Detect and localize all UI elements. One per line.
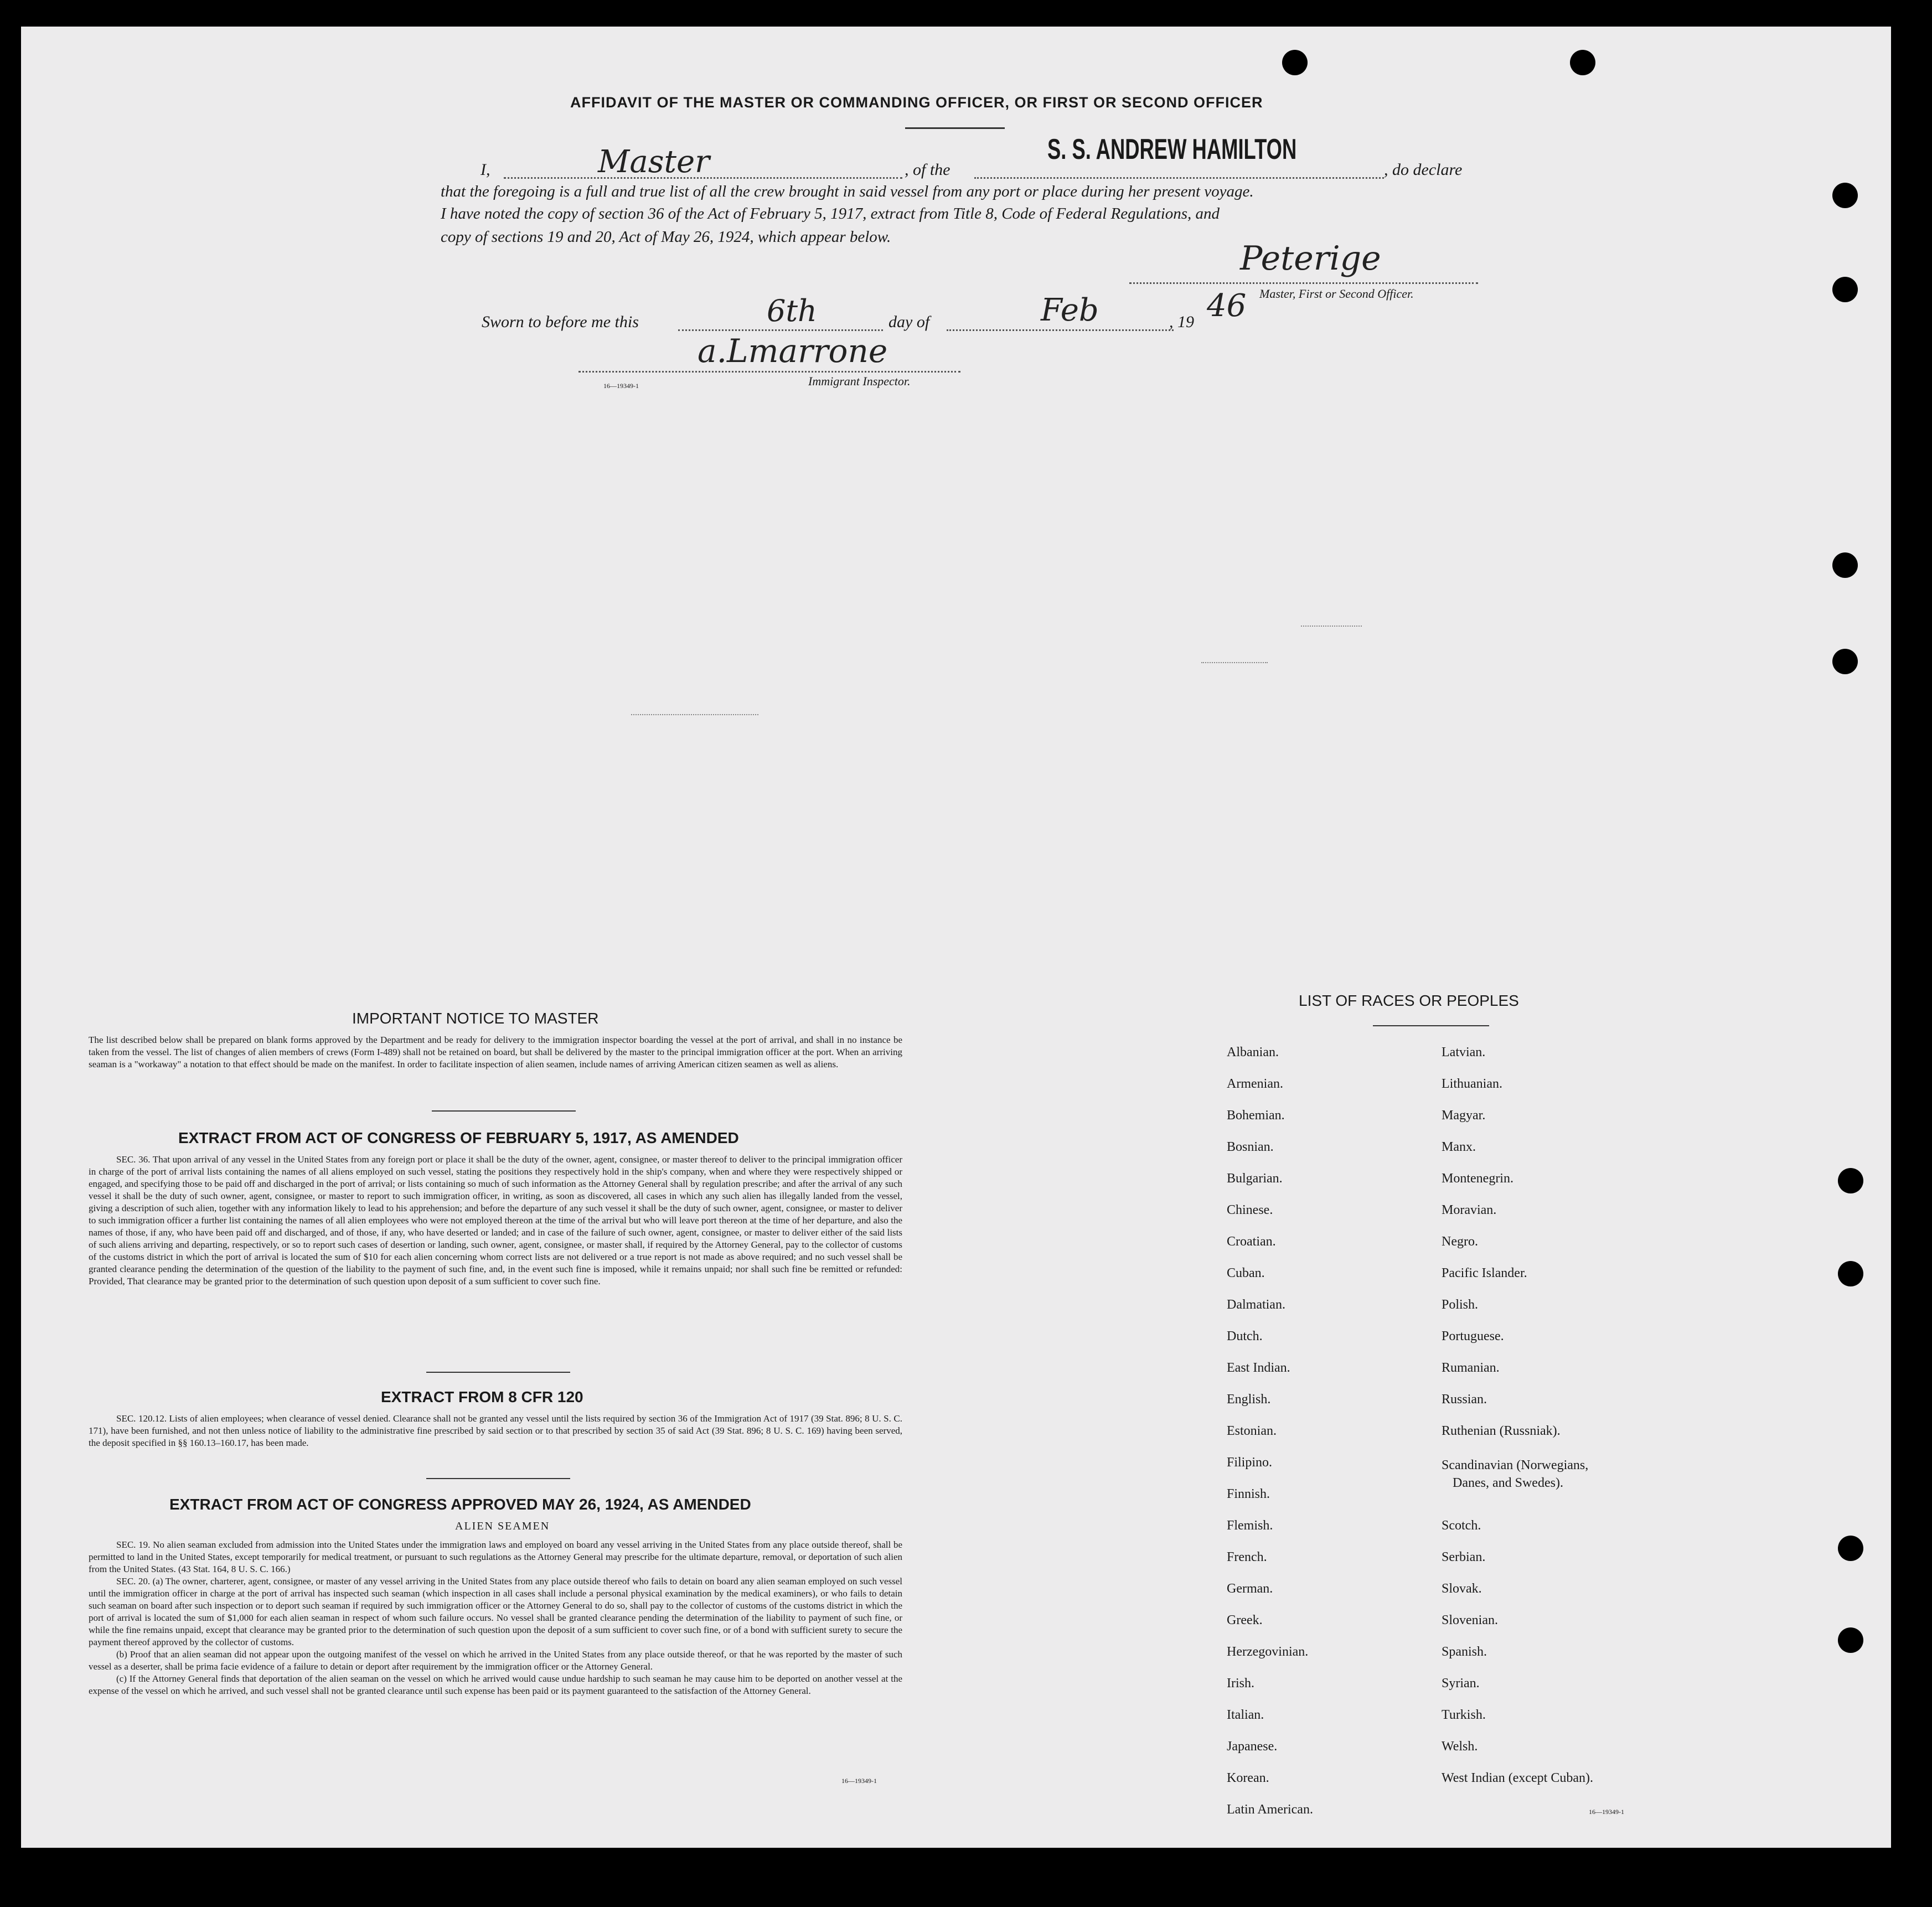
race-item: Dalmatian. [1227,1298,1285,1312]
do-declare-label: , do declare [1384,161,1463,179]
race-item: Bulgarian. [1227,1171,1283,1186]
binder-hole [1832,552,1858,578]
race-item: Filipino. [1227,1455,1273,1470]
race-item: Latin American. [1227,1802,1313,1817]
extract-1917-heading: EXTRACT FROM ACT OF CONGRESS OF FEBRUARY 5, 1917, AS AMENDED [178,1129,739,1146]
officer-signature-line [1129,282,1478,284]
race-item: Bosnian. [1227,1140,1274,1154]
binder-hole [1832,277,1858,302]
sworn-day-line [678,329,883,331]
extract-cfr-body: SEC. 120.12. Lists of alien employees; when clearance of vessel denied. Clearance shall not be granted any vessel until the lists required by section 36 of the Immigration Act of 1917 (39 Stat. 896; 8 U. S. C. 171), have been furnished, and not then unless notice of liability to the administrative fine prescribed by said section or to that prescribed by section 35 of said Act (39 Stat. 896; 8 U. S. C. 169) having been served, the deposit specified in §§ 160.13–160.17, has been made. [89,1413,902,1448]
race-item: Scotch. [1442,1518,1481,1533]
section-rule [432,1110,576,1112]
extract-form-number: 16—19349-1 [841,1777,877,1785]
year-prefix: , 19 [1169,313,1194,331]
declaration-line-3: copy of sections 19 and 20, Act of May 26, 1924, which appear below. [441,228,891,246]
binder-hole [1838,1536,1863,1561]
race-item: Russian. [1442,1392,1487,1407]
sworn-year: 46 [1207,288,1247,324]
race-item: Serbian. [1442,1550,1486,1564]
race-item: Japanese. [1227,1739,1278,1754]
race-item: French. [1227,1550,1267,1564]
race-item: Polish. [1442,1298,1479,1312]
races-rule [1373,1025,1489,1026]
binder-hole [1832,649,1858,674]
sec19-body: SEC. 19. No alien seaman excluded from admission into the United States under the immigration laws and employed on board any vessel arriving in the United States from any place outside thereof, shall be permitted to land in the United States, except temporarily for medical treatment, or pursuant to such regulations as the Attorney General may prescribe for the ultimate departure, removal, or deportation of such alien from the United States. (43 Stat. 164, 8 U. S. C. 166.) [89,1539,902,1574]
sworn-label: Sworn to before me this [482,313,639,331]
binder-hole [1838,1627,1863,1653]
race-item: Negro. [1442,1234,1478,1249]
race-item: Chinese. [1227,1203,1273,1217]
race-item: Herzegovinian. [1227,1645,1309,1659]
race-item: Welsh. [1442,1739,1478,1754]
race-item: Portuguese. [1442,1329,1504,1343]
binder-hole [1832,183,1858,208]
extract-1924-heading: EXTRACT FROM ACT OF CONGRESS APPROVED MAY 26, 1924, AS AMENDED [169,1496,751,1513]
race-item: Spanish. [1442,1645,1487,1659]
race-item: Moravian. [1442,1203,1497,1217]
race-item: German. [1227,1582,1273,1596]
affidavit-heading: AFFIDAVIT OF THE MASTER OR COMMANDING OFFICER, OR FIRST OR SECOND OFFICER [570,94,1263,111]
sworn-day: 6th [767,293,817,328]
of-the-label: , of the [905,161,950,179]
heading-rule [905,127,1005,129]
binder-hole [1570,50,1595,75]
inspector-caption: Immigrant Inspector. [808,374,911,388]
race-item: West Indian (except Cuban). [1442,1771,1593,1785]
race-item: Turkish. [1442,1708,1486,1722]
vessel-name: S. S. ANDREW HAMILTON [1047,133,1297,166]
race-item: Latvian. [1442,1045,1486,1060]
declaration-line-1: that the foregoing is a full and true list of all the crew brought in said vessel from any port or place during her present voyage. [441,183,1254,200]
race-item: Dutch. [1227,1329,1263,1343]
race-item: Greek. [1227,1613,1263,1627]
scan-mark [631,714,758,715]
inspector-signature: a.Lmarrone [698,332,888,370]
officer-signature: Peterige [1240,239,1381,278]
notice-body-block [89,1034,902,1071]
race-item: Albanian. [1227,1045,1279,1060]
declarant-name: Master [598,144,710,180]
races-form-number: 16—19349-1 [1589,1808,1624,1816]
race-item: Armenian. [1227,1077,1283,1091]
race-item: Finnish. [1227,1487,1270,1501]
extract-1924-block [89,1539,902,1697]
race-item: Scandinavian (Norwegians, [1442,1458,1589,1472]
race-item: Montenegrin. [1442,1171,1513,1186]
race-item: Italian. [1227,1708,1264,1722]
day-of-label: day of [888,313,930,331]
extract-cfr-block [89,1413,902,1449]
declaration-line-2: I have noted the copy of section 36 of the Act of February 5, 1917, extract from Title 8, Code of Federal Regulations, and [441,205,1220,223]
race-item: Bohemian. [1227,1108,1285,1123]
binder-hole [1838,1168,1863,1193]
sworn-month-line [947,329,1174,331]
race-item: Korean. [1227,1771,1269,1785]
race-item: Pacific Islander. [1442,1266,1527,1280]
scan-mark [1301,626,1362,627]
race-item: English. [1227,1392,1271,1407]
lead-i: I, [481,161,490,179]
race-item: Rumanian. [1442,1361,1500,1375]
race-item: Ruthenian (Russniak). [1442,1424,1561,1438]
section-rule [426,1478,570,1479]
race-item: Cuban. [1227,1266,1265,1280]
officer-caption: Master, First or Second Officer. [1259,287,1414,301]
sec20c-body: (c) If the Attorney General finds that deportation of the alien seaman on the vessel on which he arrived would cause undue hardship to such seaman he may cause him to be deported on another vessel at the expense of the vessel on which he arrived, and such vessel shall not be granted clearance until such expense has been paid or its payment guaranteed to the satisfaction of the Attorney General. [89,1673,902,1696]
race-item: Estonian. [1227,1424,1277,1438]
race-item: Slovenian. [1442,1613,1498,1627]
scan-mark [1201,662,1268,663]
race-item: Syrian. [1442,1676,1480,1691]
race-item: Danes, and Swedes). [1453,1476,1563,1490]
sworn-month: Feb [1041,292,1099,328]
race-item: East Indian. [1227,1361,1290,1375]
race-item: Slovak. [1442,1582,1482,1596]
binder-hole [1838,1261,1863,1286]
notice-heading: IMPORTANT NOTICE TO MASTER [352,1010,599,1027]
inspector-signature-line [578,371,960,373]
race-item: Flemish. [1227,1518,1273,1533]
races-heading: LIST OF RACES OR PEOPLES [1299,992,1519,1009]
race-item: Lithuanian. [1442,1077,1502,1091]
notice-body: The list described below shall be prepared on blank forms approved by the Department and be ready for delivery to the immigration inspector boarding the vessel at the port of arrival, and shall in no instance be taken from the vessel. The list of changes of alien members of crews (Form I-489) shall not be retained on board, but shall be delivered by the master to the principal immigration officer at the port. When an arriving seaman is a "workaway" a notation to that effect should be made on the manifest. In order to facilitate inspection of alien seamen, include names of arriving American citizen seamen as well as aliens. [89,1035,902,1069]
sec20a-body: SEC. 20. (a) The owner, charterer, agent, consignee, or master of any vessel arriving in the United States from any place outside thereof who fails to detain on board any alien seaman employed on such vessel until the immigration officer in charge at the port of arrival has inspected such seaman (which inspection in all cases shall include a personal physical examination by the medical examiners), or who fails to detain such seaman on board after such inspection or to deport such seaman if required by such immigration officer or the Attorney General to do so, shall pay to the collector of customs of the customs district in which the port of arrival is located the sum of $1,000 for each alien seaman in respect of whom such failure occurs. No vessel shall be granted clearance pending the determination of the liability to payment of such fine, or while the fine remains unpaid, except that clearance may be granted prior to the determination of such question upon the deposit of a sum sufficient to cover such fine, or of a bond with sufficient surety to secure the payment thereof approved by the collector of customs. [89,1576,902,1647]
affidavit-form-number: 16—19349-1 [603,382,639,390]
race-item: Magyar. [1442,1108,1486,1123]
binder-hole [1282,50,1308,75]
extract-1917-block [89,1154,902,1288]
sec20b-body: (b) Proof that an alien seaman did not appear upon the outgoing manifest of the vessel on which he arrived in the United States from any place outside thereof, or that he was reported by the master of such vessel as a deserter, shall be prima facie evidence of a failure to detain or deport after requirement by the immigration officer or the Attorney General. [89,1649,902,1672]
vessel-line [974,177,1384,179]
extract-cfr-heading: EXTRACT FROM 8 CFR 120 [381,1388,583,1405]
extract-1917-body: SEC. 36. That upon arrival of any vessel in the United States from any foreign port or place it shall be the duty of the owner, agent, consignee, or master thereof to deliver to the principal immigration officer in charge of the port of arrival lists containing the names of all aliens employed on such vessel, stating the positions they respectively hold in the ship's company, when and where they were respectively shipped or engaged, and specifying those to be paid off and discharged in the port of arrival; or lists containing so much of such information as the Attorney General shall by regulation prescribe; and after the arrival of any such vessel it shall be the duty of such owner, agent, consignee, or master to report to such immigration officer, in writing, as soon as discovered, all cases in which any such alien has illegally landed from the vessel, giving a description of such alien, together with any information likely to lead to his apprehension; and before the departure of any such vessel it shall be the duty of such owner, agent, consignee, or master to deliver to such immigration officer a further list containing the names of all alien employees who were not employed thereon at the time of the arrival but who will leave port thereon at the time of her departure, and also the names of those, if any, who have been paid off and discharged, and of those, if any, who have deserted or landed; and in case of the failure of such owner, agent, consignee, or master to deliver either of the said lists of such aliens arriving and departing, respectively, or so to report such cases of desertion or landing, such owner, agent, consignee, or master shall, if required by the Attorney General, pay to the collector of customs of the customs district in which the port of arrival is located the sum of $10 for each alien concerning whom correct lists are not delivered or a true report is not made as above required; and no such vessel shall be granted clearance pending the determination of the question of the liability to the payment of such fine, and, in the event such fine is imposed, while it remains unpaid; nor shall such fine be remitted or refunded: Provided, That clearance may be granted prior to the determination of such question upon deposit of a sum sufficient to cover such fine. [89,1154,902,1286]
extract-1924-subheading: ALIEN SEAMEN [455,1520,550,1532]
section-rule [426,1372,570,1373]
race-item: Manx. [1442,1140,1476,1154]
race-item: Irish. [1227,1676,1254,1691]
race-item: Croatian. [1227,1234,1276,1249]
